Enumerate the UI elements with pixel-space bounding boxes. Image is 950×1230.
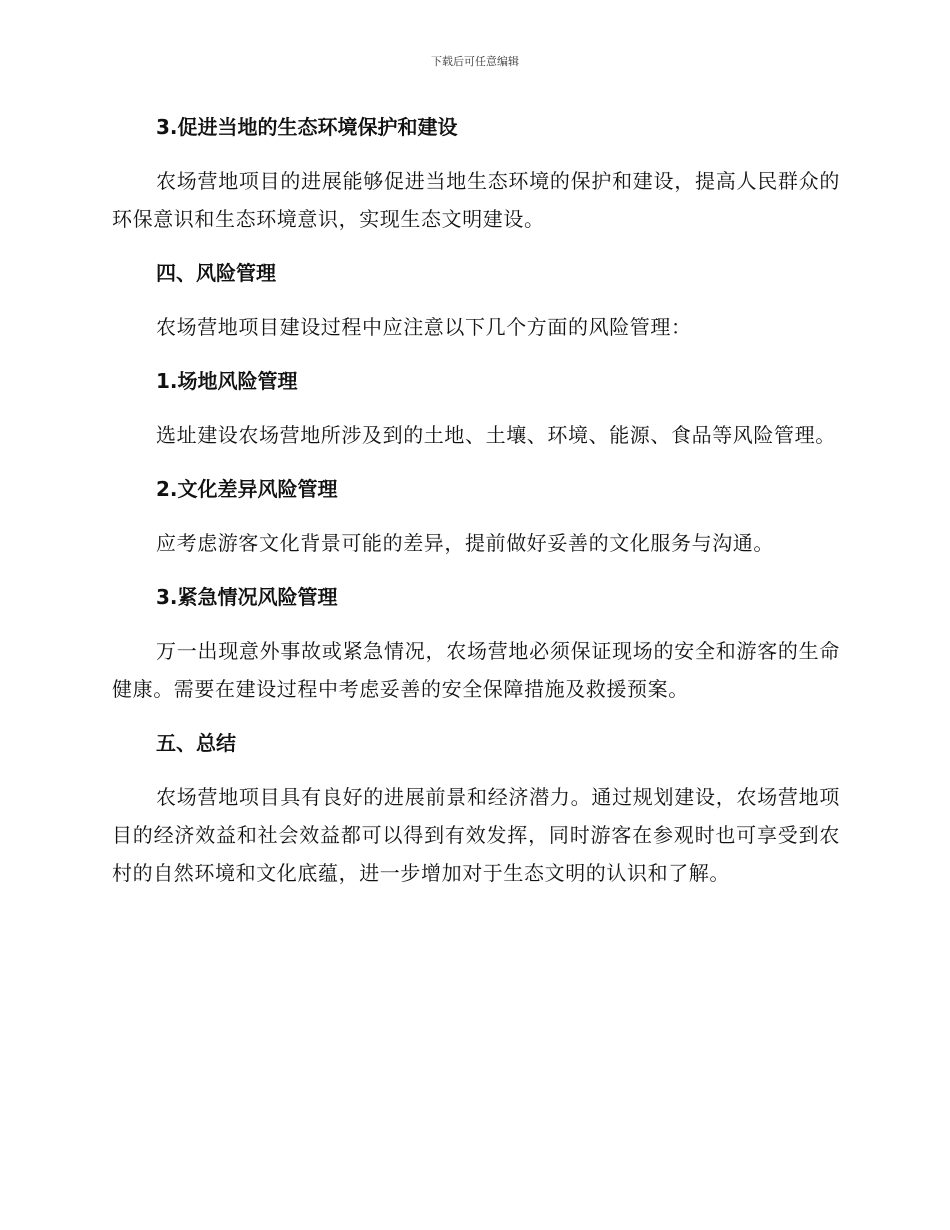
paragraph-ecology: 农场营地项目的进展能够促进当地生态环境的保护和建设，提高人民群众的环保意识和生态环境意识，实现生态文明建设。 [112, 169, 840, 231]
paragraph-site-risk: 选址建设农场营地所涉及到的土地、土壤、环境、能源、食品等风险管理。 [156, 423, 836, 447]
paragraph-risk-intro: 农场营地项目建设过程中应注意以下几个方面的风险管理： [156, 315, 692, 339]
section-heading-risk-management: 四、风险管理 [156, 261, 276, 285]
section-heading-summary: 五、总结 [156, 731, 236, 755]
section-heading-emergency-risk: 3.紧急情况风险管理 [156, 585, 338, 609]
section-heading-site-risk: 1.场地风险管理 [156, 369, 298, 393]
section-heading-culture-risk: 2.文化差异风险管理 [156, 477, 338, 501]
section-heading-ecology: 3.促进当地的生态环境保护和建设 [156, 115, 458, 139]
paragraph-summary: 农场营地项目具有良好的进展前景和经济潜力。通过规划建设，农场营地项目的经济效益和社会效益都可以得到有效发挥，同时游客在参观时也可享受到农村的自然环境和文化底蕴，进一步增加对于生态文明的认识和了解。 [112, 785, 840, 885]
page-header: 下载后可任意编辑 [431, 55, 519, 68]
paragraph-emergency-risk: 万一出现意外事故或紧急情况，农场营地必须保证现场的安全和游客的生命健康。需要在建设过程中考虑妥善的安全保障措施及救援预案。 [112, 639, 840, 701]
paragraph-culture-risk: 应考虑游客文化背景可能的差异，提前做好妥善的文化服务与沟通。 [156, 531, 774, 555]
document-body [112, 108, 840, 892]
